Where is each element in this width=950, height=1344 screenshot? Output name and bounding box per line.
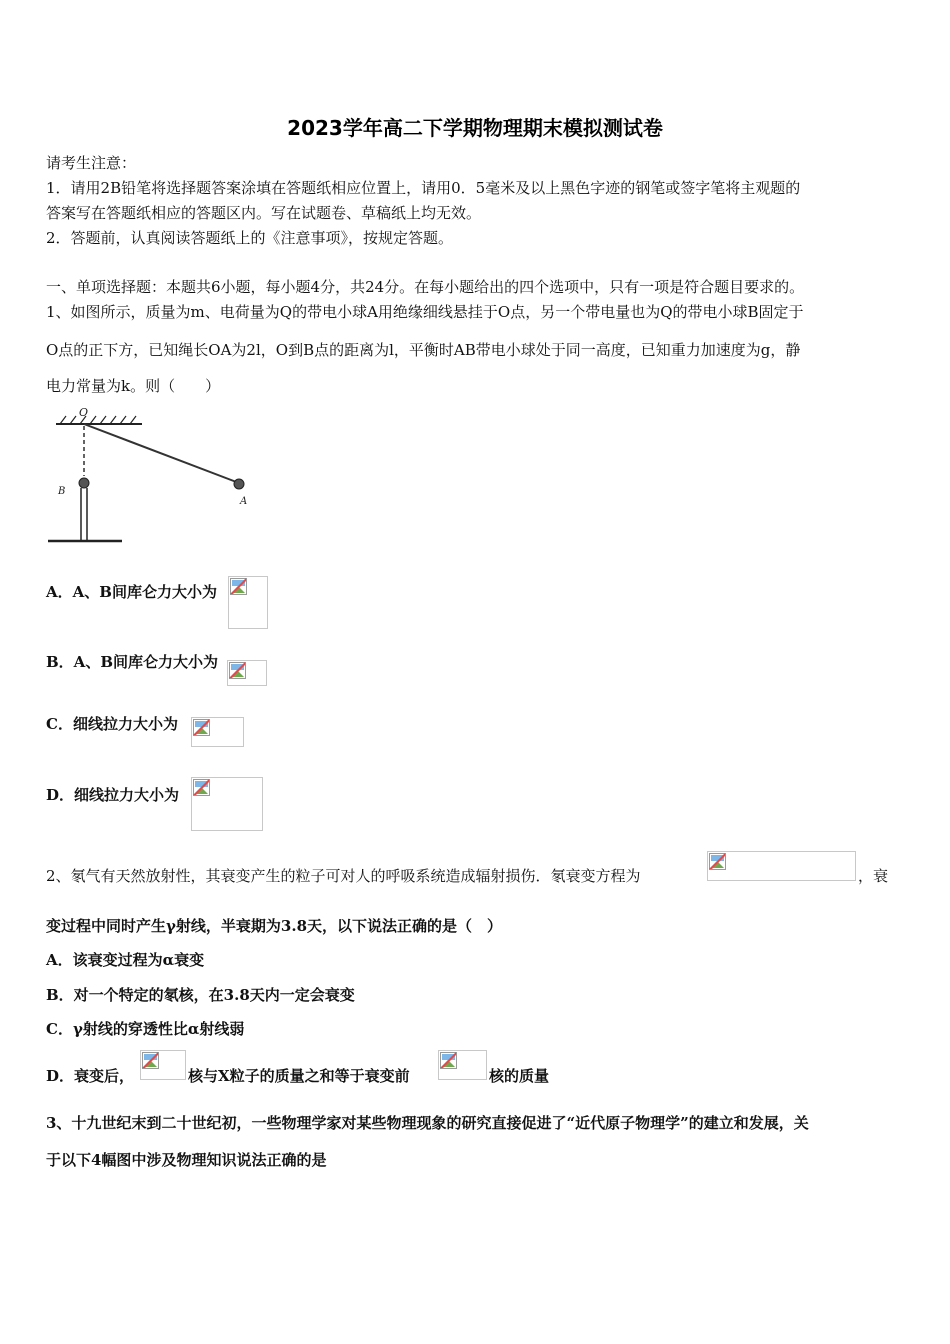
notice-item-1-line-1: 1．请用2B铅笔将选择题答案涂填在答题纸相应位置上，请用0．5毫米及以上黑色字迹的钢笔或签字笔将主观题的 xyxy=(46,179,801,197)
q1-option-a: A．A、B间库仑力大小为 xyxy=(46,583,217,601)
q1-stem-line-2: O点的正下方，已知绳长OA为2l，O到B点的距离为l，平衡时AB带电小球处于同一高度，已知重力加速度为g，静 xyxy=(46,341,801,359)
q2-decay-equation-image xyxy=(707,851,856,881)
q1-option-c: C．细线拉力大小为 xyxy=(46,715,178,733)
broken-image-icon xyxy=(229,662,246,679)
q1-option-d: D．细线拉力大小为 xyxy=(46,786,180,804)
page-title: 2023学年高二下学期物理期末模拟测试卷 xyxy=(287,116,663,140)
q1-option-a-formula-image xyxy=(228,576,268,629)
q2-stem-line-2: 变过程中同时产生γ射线，半衰期为3.8天，以下说法正确的是（ ） xyxy=(46,917,503,935)
broken-image-icon xyxy=(142,1052,159,1069)
q2-stem-line-1: 2、氡气有天然放射性，其衰变产生的粒子可对人的呼吸系统造成辐射损伤．氡衰变方程为 xyxy=(46,867,641,885)
q2-option-d-prefix: D．衰变后， xyxy=(46,1067,135,1085)
q3-stem-line-2: 于以下4幅图中涉及物理知识说法正确的是 xyxy=(46,1151,327,1169)
q2-option-a: A．该衰变过程为α衰变 xyxy=(46,951,205,969)
section-1-heading: 一、单项选择题：本题共6小题，每小题4分，共24分。在每小题给出的四个选项中，只有一项是符合题目要求的。 xyxy=(46,278,805,296)
figure-label-b: B xyxy=(58,486,66,497)
q1-stem-line-3: 电力常量为k。则（ ） xyxy=(46,377,221,395)
q2-option-c: C．γ射线的穿透性比α射线弱 xyxy=(46,1020,245,1038)
broken-image-icon xyxy=(230,578,247,595)
q1-option-d-formula-image xyxy=(191,777,263,831)
q1-option-c-formula-image xyxy=(191,717,244,747)
broken-image-icon xyxy=(709,853,726,870)
figure-label-o: O xyxy=(79,406,89,419)
broken-image-icon xyxy=(193,719,210,736)
notice-item-2: 2．答题前，认真阅读答题纸上的《注意事项》，按规定答题。 xyxy=(46,229,454,247)
figure-label-a: A xyxy=(240,496,248,507)
q1-stem-line-1: 1、如图所示，质量为m、电荷量为Q的带电小球A用绝缘细线悬挂于O点，另一个带电量也为Q的带电小球B固定于 xyxy=(46,303,804,321)
q2-option-d-middle: 核与X粒子的质量之和等于衰变前 xyxy=(188,1067,410,1085)
notice-item-1-line-2: 答案写在答题纸相应的答题区内。写在试题卷、草稿纸上均无效。 xyxy=(46,204,482,222)
q2-option-d-nucleus-image-1 xyxy=(140,1050,186,1080)
broken-image-icon xyxy=(440,1052,457,1069)
q3-stem-line-1: 3、十九世纪末到二十世纪初，一些物理学家对某些物理现象的研究直接促进了“近代原子物理学”的建立和发展，关 xyxy=(46,1114,809,1132)
q2-option-d-nucleus-image-2 xyxy=(438,1050,487,1080)
q1-option-b-formula-image xyxy=(227,660,267,686)
q2-option-d-suffix: 核的质量 xyxy=(489,1067,550,1085)
broken-image-icon xyxy=(193,779,210,796)
q1-option-b: B．A、B间库仑力大小为 xyxy=(46,653,218,671)
notice-heading: 请考生注意： xyxy=(46,154,137,172)
q2-stem-line-1-tail: ，衰 xyxy=(858,867,889,885)
q2-option-b: B．对一个特定的氡核，在3.8天内一定会衰变 xyxy=(46,986,355,1004)
q1-pendulum-figure xyxy=(46,404,256,546)
